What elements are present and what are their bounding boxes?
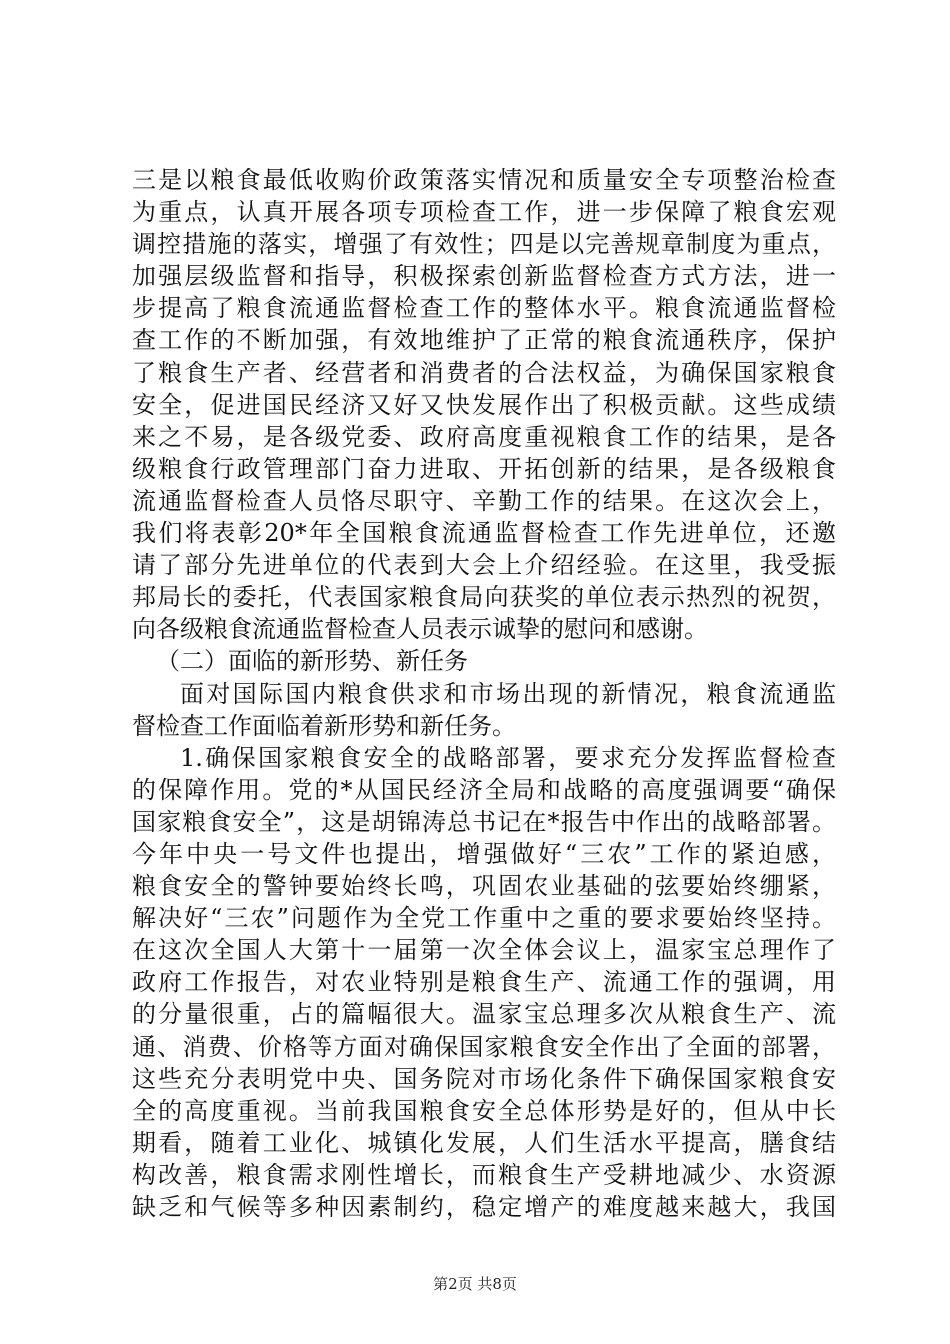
text-line: 面对国际国内粮食供求和市场出现的新情况，粮食流通监 (180, 679, 836, 708)
section-heading: （二）面临的新形势、新任务 (156, 647, 468, 676)
text-line: 了粮食生产者、经营者和消费者的合法权益，为确保国家粮食 (132, 358, 836, 387)
text-line: 政府工作报告，对农业特别是粮食生产、流通工作的强调，用 (132, 968, 836, 997)
page-number: 第2页 共8页 (433, 1275, 517, 1293)
text-line: 国家粮食安全”，这是胡锦涛总书记在*报告中作出的战略部署。 (132, 807, 836, 836)
text-line: 期看，随着工业化、城镇化发展，人们生活水平提高，膳食结 (132, 1128, 836, 1157)
text-line: 这些充分表明党中央、国务院对市场化条件下确保国家粮食安 (132, 1064, 836, 1093)
text-line: 调控措施的落实，增强了有效性；四是以完善规章制度为重点， (132, 230, 836, 259)
text-line: 粮食安全的警钟要始终长鸣，巩固农业基础的弦要始终绷紧， (132, 872, 836, 901)
text-line: 我们将表彰20*年全国粮食流通监督检查工作先进单位，还邀 (132, 519, 836, 548)
body-text (132, 164, 836, 1223)
text-line: 加强层级监督和指导，积极探索创新监督检查方式方法，进一 (132, 262, 836, 291)
text-line: 来之不易，是各级党委、政府高度重视粮食工作的结果，是各 (132, 422, 836, 451)
text-line: 步提高了粮食流通监督检查工作的整体水平。粮食流通监督检 (132, 294, 836, 323)
text-line: 三是以粮食最低收购价政策落实情况和质量安全专项整治检查 (132, 166, 836, 194)
text-line: 请了部分先进单位的代表到大会上介绍经验。在这里，我受振 (132, 551, 836, 580)
text-line: 督检查工作面临着新形势和新任务。 (132, 711, 516, 740)
text-line: 向各级粮食流通监督检查人员表示诚挚的慰问和感谢。 (132, 615, 708, 644)
text-line: 为重点，认真开展各项专项检查工作，进一步保障了粮食宏观 (132, 198, 836, 227)
text-line: 在这次全国人大第十一届第一次全体会议上，温家宝总理作了 (132, 936, 836, 965)
numbered-paragraph-start: 1.确保国家粮食安全的战略部署，要求充分发挥监督检查 (180, 743, 836, 772)
text-line: 的分量很重，占的篇幅很大。温家宝总理多次从粮食生产、流 (132, 1000, 836, 1029)
text-line: 查工作的不断加强，有效地维护了正常的粮食流通秩序，保护 (132, 326, 836, 355)
page-footer (0, 1273, 950, 1294)
text-line: 的保障作用。党的*从国民经济全局和战略的高度强调要“确保 (132, 775, 836, 804)
text-line: 构改善，粮食需求刚性增长，而粮食生产受耕地减少、水资源 (132, 1160, 836, 1189)
text-line: 邦局长的委托，代表国家粮食局向获奖的单位表示热烈的祝贺， (132, 583, 836, 612)
text-line: 缺乏和气候等多种因素制约，稳定增产的难度越来越大，我国 (132, 1193, 836, 1221)
text-line: 安全，促进国民经济又好又快发展作出了积极贡献。这些成绩 (132, 390, 836, 419)
text-line: 今年中央一号文件也提出，增强做好“三农”工作的紧迫感， (132, 839, 836, 868)
text-line: 全的高度重视。当前我国粮食安全总体形势是好的，但从中长 (132, 1096, 836, 1125)
text-line: 解决好“三农”问题作为全党工作重中之重的要求要始终坚持。 (132, 904, 836, 933)
text-line: 流通监督检查人员恪尽职守、辛勤工作的结果。在这次会上， (132, 486, 836, 515)
text-line: 级粮食行政管理部门奋力进取、开拓创新的结果，是各级粮食 (132, 454, 836, 483)
text-line: 通、消费、价格等方面对确保国家粮食安全作出了全面的部署， (132, 1032, 836, 1061)
